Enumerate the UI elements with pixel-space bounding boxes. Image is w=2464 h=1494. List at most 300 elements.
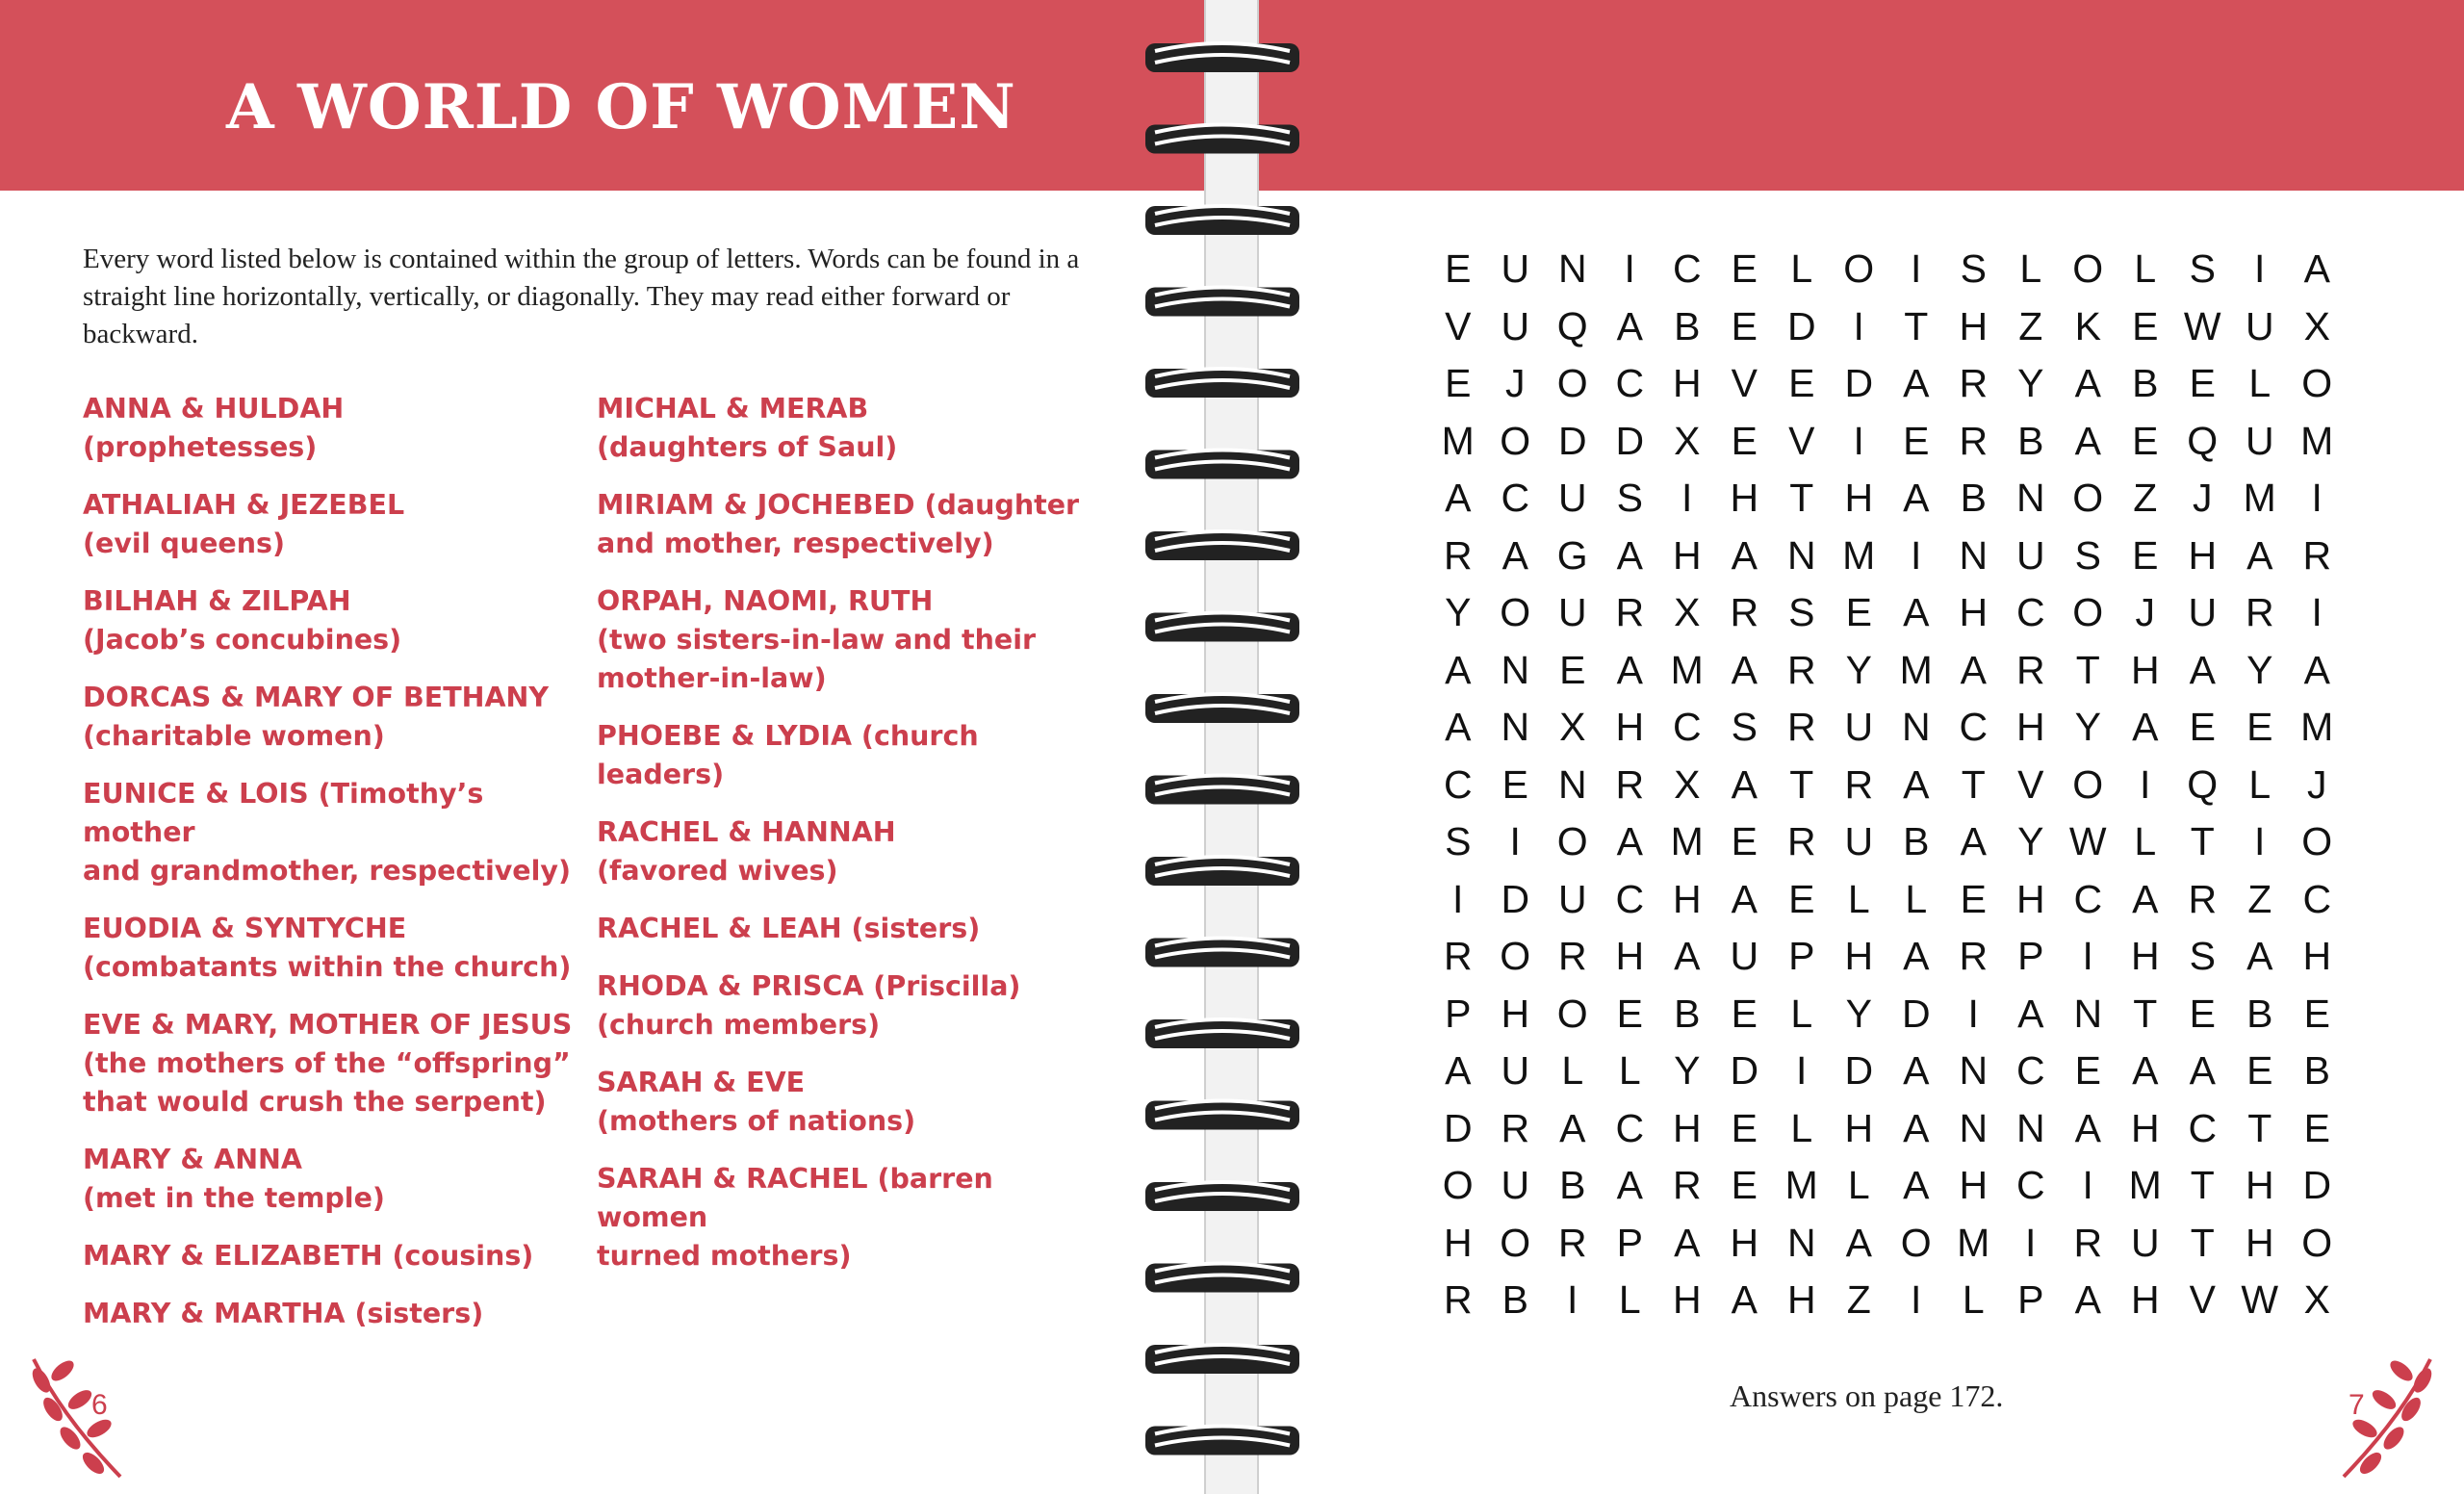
- grid-letter: T: [1961, 761, 1986, 807]
- grid-letter: E: [1502, 761, 1528, 807]
- grid-letter: E: [2132, 418, 2159, 463]
- grid-letter: R: [1615, 590, 1645, 635]
- binding-ring: [1145, 1427, 1299, 1455]
- grid-letter: H: [1786, 1277, 1816, 1323]
- grid-letter: E: [2246, 705, 2273, 750]
- grid-letter: S: [1731, 705, 1758, 750]
- grid-letter: Z: [2133, 476, 2158, 521]
- grid-letter: L: [2134, 246, 2157, 292]
- grid-letter: E: [2189, 991, 2216, 1036]
- grid-letter: N: [1786, 1220, 1816, 1265]
- grid-letter: E: [1731, 1105, 1758, 1150]
- grid-letter: R: [1443, 934, 1473, 979]
- grid-letter: V: [1731, 361, 1758, 406]
- grid-letter: H: [2015, 705, 2045, 750]
- grid-letter: A: [2132, 876, 2159, 921]
- grid-letter: D: [1730, 1048, 1759, 1094]
- clue-item: EVE & MARY, MOTHER OF JESUS (the mothers of the “offspring” that would crush the serpent): [83, 1009, 573, 1118]
- grid-letter: A: [2246, 532, 2273, 578]
- grid-letter: M: [2300, 705, 2334, 750]
- grid-letter: H: [2130, 934, 2160, 979]
- grid-letter: M: [2300, 418, 2334, 463]
- grid-letter: N: [2015, 1105, 2045, 1150]
- grid-letter: E: [2074, 1048, 2101, 1094]
- grid-letter: C: [2302, 876, 2332, 921]
- grid-letter: U: [1501, 303, 1530, 348]
- clue-item: MARY & ELIZABETH (cousins): [83, 1240, 534, 1272]
- grid-letter: N: [2015, 476, 2045, 521]
- binding-ring: [1145, 613, 1299, 642]
- grid-letter: U: [1844, 819, 1874, 864]
- grid-letter: S: [1445, 819, 1472, 864]
- clue-item: MARY & ANNA (met in the temple): [83, 1144, 385, 1214]
- grid-letter: H: [1615, 705, 1645, 750]
- grid-letter: A: [1616, 1163, 1643, 1208]
- grid-letter: H: [1672, 876, 1702, 921]
- grid-letter: P: [2017, 1277, 2044, 1323]
- grid-letter: Y: [2074, 705, 2101, 750]
- binding-ring: [1145, 206, 1299, 235]
- clue-item: EUODIA & SYNTYCHE (combatants within the church): [83, 913, 572, 983]
- grid-letter: C: [2073, 876, 2103, 921]
- grid-letter: I: [1452, 876, 1464, 921]
- grid-letter: O: [2072, 476, 2104, 521]
- grid-letter: W: [2241, 1277, 2279, 1323]
- grid-letter: A: [2303, 647, 2330, 692]
- grid-letter: M: [2128, 1163, 2162, 1208]
- grid-letter: O: [1556, 819, 1588, 864]
- grid-letter: S: [2189, 934, 2216, 979]
- grid-letter: J: [2135, 590, 2155, 635]
- grid-letter: H: [1672, 1105, 1702, 1150]
- grid-letter: N: [1557, 246, 1587, 292]
- grid-letter: L: [1847, 876, 1870, 921]
- grid-letter: A: [2303, 246, 2330, 292]
- grid-letter: N: [1959, 1048, 1989, 1094]
- grid-letter: L: [1790, 246, 1813, 292]
- grid-letter: L: [1618, 1277, 1641, 1323]
- grid-letter: E: [2303, 1105, 2330, 1150]
- binding-ring: [1145, 939, 1299, 967]
- grid-letter: A: [1903, 361, 1930, 406]
- grid-letter: M: [1784, 1163, 1818, 1208]
- grid-letter: H: [1443, 1220, 1473, 1265]
- grid-letter: D: [1615, 418, 1645, 463]
- grid-letter: D: [1901, 991, 1931, 1036]
- grid-letter: M: [1957, 1220, 1990, 1265]
- grid-letter: C: [1615, 361, 1645, 406]
- grid-letter: I: [1853, 303, 1864, 348]
- grid-letter: O: [2072, 246, 2104, 292]
- word-search-grid: [1429, 241, 2346, 1329]
- grid-letter: I: [2082, 1163, 2093, 1208]
- grid-letter: R: [2245, 590, 2274, 635]
- grid-letter: E: [1616, 991, 1643, 1036]
- grid-letter: Y: [1845, 991, 1872, 1036]
- clue-item: ATHALIAH & JEZEBEL (evil queens): [83, 489, 405, 559]
- grid-letter: D: [2302, 1163, 2332, 1208]
- grid-letter: L: [2019, 246, 2042, 292]
- grid-letter: E: [2132, 532, 2159, 578]
- grid-letter: M: [1441, 418, 1475, 463]
- clue-item: RHODA & PRISCA (Priscilla) (church members): [597, 970, 1021, 1041]
- grid-letter: T: [1904, 303, 1929, 348]
- grid-letter: B: [1960, 476, 1987, 521]
- grid-letter: I: [1967, 991, 1979, 1036]
- grid-letter: U: [1730, 934, 1759, 979]
- grid-letter: P: [2017, 934, 2044, 979]
- grid-letter: A: [1845, 1220, 1872, 1265]
- grid-letter: R: [2015, 647, 2045, 692]
- grid-letter: M: [1670, 819, 1704, 864]
- grid-letter: I: [2025, 1220, 2037, 1265]
- grid-letter: V: [1788, 418, 1815, 463]
- clue-item: SARAH & EVE (mothers of nations): [597, 1067, 916, 1137]
- grid-letter: A: [2132, 705, 2159, 750]
- grid-letter: X: [2303, 303, 2330, 348]
- grid-letter: A: [1445, 705, 1472, 750]
- left-page: [0, 0, 1205, 1494]
- grid-letter: E: [1731, 1163, 1758, 1208]
- grid-letter: W: [2068, 819, 2107, 864]
- grid-letter: O: [1500, 934, 1531, 979]
- clue-item: PHOEBE & LYDIA (church leaders): [597, 720, 979, 790]
- binding-ring: [1145, 1182, 1299, 1211]
- grid-letter: C: [2188, 1105, 2218, 1150]
- grid-letter: N: [1501, 705, 1530, 750]
- grid-letter: D: [1557, 418, 1587, 463]
- grid-letter: O: [1500, 1220, 1531, 1265]
- grid-letter: B: [2132, 361, 2159, 406]
- grid-letter: N: [1959, 532, 1989, 578]
- grid-letter: H: [1615, 934, 1645, 979]
- grid-letter: T: [1789, 476, 1814, 521]
- grid-letter: A: [1903, 590, 1930, 635]
- binding-ring: [1145, 1019, 1299, 1048]
- grid-letter: Y: [1445, 590, 1472, 635]
- grid-letter: A: [2246, 934, 2273, 979]
- clue-item: ORPAH, NAOMI, RUTH (two sisters-in-law and their mother-in-law): [597, 585, 1037, 694]
- binding-ring: [1145, 288, 1299, 317]
- grid-letter: Q: [1556, 303, 1588, 348]
- clue-item: SARAH & RACHEL (barren women turned mothers): [597, 1163, 993, 1272]
- grid-letter: E: [1445, 361, 1472, 406]
- grid-letter: R: [1443, 532, 1473, 578]
- grid-letter: C: [2015, 590, 2045, 635]
- grid-letter: L: [1847, 1163, 1870, 1208]
- grid-letter: H: [1672, 1277, 1702, 1323]
- grid-letter: A: [1674, 1220, 1701, 1265]
- grid-letter: E: [2303, 991, 2330, 1036]
- grid-letter: A: [2074, 1105, 2101, 1150]
- grid-letter: X: [1559, 705, 1586, 750]
- grid-letter: A: [1731, 532, 1758, 578]
- grid-letter: B: [1502, 1277, 1528, 1323]
- grid-letter: N: [1501, 647, 1530, 692]
- grid-letter: U: [1501, 1163, 1530, 1208]
- grid-letter: E: [1445, 246, 1472, 292]
- grid-letter: U: [1557, 876, 1587, 921]
- grid-letter: Y: [2246, 647, 2273, 692]
- grid-letter: O: [1500, 590, 1531, 635]
- grid-letter: D: [1844, 361, 1874, 406]
- grid-letter: M: [1842, 532, 1876, 578]
- grid-letter: O: [2072, 761, 2104, 807]
- binding-ring: [1145, 531, 1299, 560]
- grid-letter: T: [2190, 1163, 2215, 1208]
- grid-letter: H: [1959, 303, 1989, 348]
- grid-letter: A: [2017, 991, 2044, 1036]
- grid-letter: E: [1731, 246, 1758, 292]
- binding-ring: [1145, 125, 1299, 154]
- answers-note: Answers on page 172.: [1730, 1378, 2004, 1413]
- grid-letter: E: [1845, 590, 1872, 635]
- grid-letter: L: [2248, 761, 2272, 807]
- grid-letter: X: [2303, 1277, 2330, 1323]
- grid-letter: N: [1901, 705, 1931, 750]
- grid-letter: R: [1557, 934, 1587, 979]
- grid-letter: R: [1786, 705, 1816, 750]
- grid-letter: M: [2243, 476, 2276, 521]
- grid-letter: D: [1786, 303, 1816, 348]
- grid-letter: J: [2193, 476, 2213, 521]
- grid-letter: E: [1788, 876, 1815, 921]
- grid-letter: A: [1731, 647, 1758, 692]
- grid-letter: V: [2017, 761, 2044, 807]
- grid-letter: I: [1796, 1048, 1808, 1094]
- grid-letter: I: [1911, 1277, 1922, 1323]
- grid-letter: C: [1615, 876, 1645, 921]
- header-banner: [1258, 0, 2464, 191]
- binding-ring: [1145, 1345, 1299, 1374]
- grid-letter: Y: [2017, 819, 2044, 864]
- grid-letter: O: [2301, 819, 2333, 864]
- grid-letter: I: [1624, 246, 1635, 292]
- grid-letter: Z: [1846, 1277, 1871, 1323]
- grid-letter: R: [2302, 532, 2332, 578]
- grid-letter: A: [1445, 1048, 1472, 1094]
- grid-letter: A: [1502, 532, 1528, 578]
- grid-letter: S: [1616, 476, 1643, 521]
- grid-letter: Q: [2187, 418, 2219, 463]
- grid-letter: Q: [2187, 761, 2219, 807]
- grid-letter: A: [1903, 761, 1930, 807]
- grid-letter: D: [1844, 1048, 1874, 1094]
- grid-letter: P: [1788, 934, 1815, 979]
- grid-letter: C: [1501, 476, 1530, 521]
- grid-letter: H: [1844, 476, 1874, 521]
- grid-letter: T: [2247, 1105, 2272, 1150]
- grid-letter: Z: [2247, 876, 2272, 921]
- grid-letter: L: [1962, 1277, 1985, 1323]
- grid-letter: T: [2190, 819, 2215, 864]
- grid-letter: I: [1911, 246, 1922, 292]
- grid-letter: J: [1505, 361, 1526, 406]
- grid-letter: A: [1559, 1105, 1586, 1150]
- grid-letter: A: [1903, 934, 1930, 979]
- grid-letter: V: [2189, 1277, 2216, 1323]
- binding-ring: [1145, 369, 1299, 398]
- grid-letter: U: [2245, 303, 2274, 348]
- grid-letter: H: [2245, 1220, 2274, 1265]
- grid-letter: O: [2301, 361, 2333, 406]
- grid-letter: U: [2130, 1220, 2160, 1265]
- grid-letter: E: [2132, 303, 2159, 348]
- grid-letter: L: [2248, 361, 2272, 406]
- grid-letter: A: [1445, 476, 1472, 521]
- grid-letter: A: [2074, 1277, 2101, 1323]
- grid-letter: H: [2130, 1105, 2160, 1150]
- grid-letter: A: [1616, 819, 1643, 864]
- grid-letter: I: [1567, 1277, 1578, 1323]
- grid-letter: T: [2190, 1220, 2215, 1265]
- grid-letter: E: [2246, 1048, 2273, 1094]
- grid-letter: R: [1672, 1163, 1702, 1208]
- laurel-branch-icon: [24, 1350, 130, 1484]
- grid-letter: Y: [1674, 1048, 1701, 1094]
- grid-letter: R: [1615, 761, 1645, 807]
- grid-letter: X: [1674, 761, 1701, 807]
- grid-letter: H: [1672, 532, 1702, 578]
- grid-letter: W: [2183, 303, 2221, 348]
- grid-letter: A: [2074, 361, 2101, 406]
- grid-letter: L: [2134, 819, 2157, 864]
- grid-letter: S: [2189, 246, 2216, 292]
- clue-item: ANNA & HULDAH (prophetesses): [83, 393, 345, 463]
- grid-letter: E: [1731, 303, 1758, 348]
- clue-item: EUNICE & LOIS (Timothy’s mother and grandmother, respectively): [83, 778, 572, 887]
- grid-letter: H: [2015, 876, 2045, 921]
- grid-letter: E: [1788, 361, 1815, 406]
- grid-letter: A: [1903, 1105, 1930, 1150]
- grid-letter: P: [1616, 1220, 1643, 1265]
- grid-letter: A: [1445, 647, 1472, 692]
- grid-letter: R: [1501, 1105, 1530, 1150]
- grid-letter: O: [1843, 246, 1875, 292]
- grid-letter: B: [1674, 991, 1701, 1036]
- grid-letter: T: [2075, 647, 2100, 692]
- grid-letter: A: [1731, 1277, 1758, 1323]
- grid-letter: R: [1959, 361, 1989, 406]
- grid-letter: R: [1557, 1220, 1587, 1265]
- grid-letter: S: [1960, 246, 1987, 292]
- grid-letter: H: [1672, 361, 1702, 406]
- grid-letter: R: [2188, 876, 2218, 921]
- grid-letter: O: [1442, 1163, 1474, 1208]
- grid-letter: A: [1960, 647, 1987, 692]
- grid-letter: H: [1844, 934, 1874, 979]
- grid-letter: C: [1959, 705, 1989, 750]
- grid-letter: S: [1788, 590, 1815, 635]
- grid-letter: A: [1903, 1163, 1930, 1208]
- grid-letter: R: [2073, 1220, 2103, 1265]
- grid-letter: H: [1844, 1105, 1874, 1150]
- grid-letter: U: [2245, 418, 2274, 463]
- page-number-right: 7: [2348, 1389, 2365, 1421]
- clue-item: MIRIAM & JOCHEBED (daughter and mother, respectively): [597, 489, 1080, 559]
- grid-letter: I: [2254, 819, 2266, 864]
- grid-letter: R: [1786, 819, 1816, 864]
- grid-letter: G: [1556, 532, 1588, 578]
- grid-letter: O: [1556, 361, 1588, 406]
- grid-letter: T: [2133, 991, 2158, 1036]
- grid-letter: H: [1959, 590, 1989, 635]
- binding-ring: [1145, 1264, 1299, 1293]
- clue-list-column-1: [83, 390, 583, 1352]
- grid-letter: H: [2188, 532, 2218, 578]
- grid-letter: R: [1786, 647, 1816, 692]
- page-number-left: 6: [91, 1389, 108, 1421]
- grid-letter: I: [2140, 761, 2151, 807]
- puzzle-title: A WORLD OF WOMEN: [226, 71, 1016, 143]
- grid-letter: I: [2311, 476, 2323, 521]
- grid-letter: C: [1443, 761, 1473, 807]
- grid-letter: I: [2254, 246, 2266, 292]
- grid-letter: L: [1618, 1048, 1641, 1094]
- grid-letter: B: [1674, 303, 1701, 348]
- grid-letter: U: [1844, 705, 1874, 750]
- grid-letter: N: [1557, 761, 1587, 807]
- grid-letter: E: [1731, 991, 1758, 1036]
- grid-letter: R: [1959, 934, 1989, 979]
- clue-item: RACHEL & LEAH (sisters): [597, 913, 981, 944]
- grid-letter: L: [1790, 991, 1813, 1036]
- grid-letter: I: [1681, 476, 1693, 521]
- grid-letter: Y: [2017, 361, 2044, 406]
- grid-letter: L: [1561, 1048, 1584, 1094]
- clue-list-column-2: [597, 390, 1107, 1295]
- grid-letter: M: [1899, 647, 1933, 692]
- grid-letter: E: [1731, 418, 1758, 463]
- clue-item: MICHAL & MERAB (daughters of Saul): [597, 393, 898, 463]
- grid-letter: B: [1559, 1163, 1586, 1208]
- grid-letter: I: [1853, 418, 1864, 463]
- grid-letter: V: [1445, 303, 1472, 348]
- grid-letter: R: [1844, 761, 1874, 807]
- grid-letter: C: [2015, 1163, 2045, 1208]
- grid-letter: Y: [1845, 647, 1872, 692]
- grid-letter: L: [1905, 876, 1928, 921]
- grid-letter: N: [1786, 532, 1816, 578]
- grid-letter: M: [1670, 647, 1704, 692]
- grid-letter: R: [1959, 418, 1989, 463]
- grid-letter: E: [1903, 418, 1930, 463]
- grid-letter: E: [1960, 876, 1987, 921]
- grid-letter: U: [1557, 590, 1587, 635]
- grid-letter: A: [2074, 418, 2101, 463]
- grid-letter: R: [1730, 590, 1759, 635]
- clue-item: BILHAH & ZILPAH (Jacob’s concubines): [83, 585, 402, 656]
- grid-letter: H: [2130, 1277, 2160, 1323]
- binding-ring: [1145, 43, 1299, 72]
- grid-letter: Z: [2018, 303, 2043, 348]
- grid-letter: I: [1509, 819, 1521, 864]
- grid-letter: E: [2189, 361, 2216, 406]
- grid-letter: A: [1903, 1048, 1930, 1094]
- grid-letter: U: [2188, 590, 2218, 635]
- grid-letter: C: [1672, 705, 1702, 750]
- grid-letter: S: [2074, 532, 2101, 578]
- grid-letter: H: [1730, 1220, 1759, 1265]
- grid-letter: K: [2074, 303, 2101, 348]
- grid-letter: U: [1557, 476, 1587, 521]
- grid-letter: N: [1959, 1105, 1989, 1150]
- grid-letter: H: [1959, 1163, 1989, 1208]
- grid-letter: H: [2245, 1163, 2274, 1208]
- grid-letter: B: [1903, 819, 1930, 864]
- grid-letter: A: [2189, 647, 2216, 692]
- grid-letter: H: [1501, 991, 1530, 1036]
